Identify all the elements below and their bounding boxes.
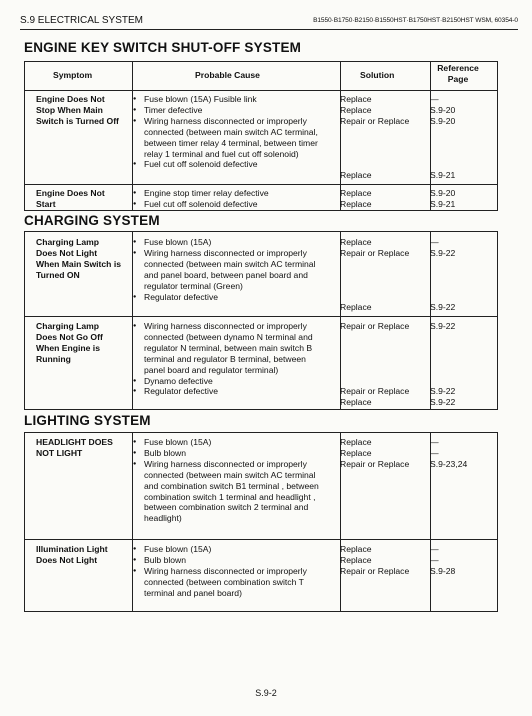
section-title-lighting: LIGHTING SYSTEM: [24, 413, 151, 428]
cause-item: ● Bulb blown: [121, 555, 321, 566]
page-header-left: S.9 ELECTRICAL SYSTEM: [20, 15, 143, 26]
cause-item: ● Fuse blown (15A): [121, 544, 321, 555]
cause-item: ● Engine stop timer relay defective: [121, 188, 331, 199]
table-row: Engine Does Not Stop When Main Switch is Turned Off ● Fuse blown (15A) Fusible link ● Timer defective ● Wiring harness disconnected or improperly connected (between main switch AC terminal, between timer relay 4 terminal, between timer relay 1 terminal and fuel cut off solenoid) ● Fuel cut off solenoid defective Replace Replace Repair or Replace Replace — S.9-20 S.9-20 S.9-21: [25, 91, 497, 184]
header-solution: Solution: [360, 70, 395, 80]
cause-item: ● Regulator defective: [121, 292, 321, 303]
cause-item: ● Wiring harness disconnected or improperly connected (between combination switch T terminal and panel board): [121, 566, 321, 599]
symptom-cell: Engine Does Not Start: [36, 188, 105, 209]
cause-item: ● Wiring harness disconnected or improperly connected (between dynamo N terminal and regulator N terminal, between main switch B terminal and regulator B terminal, between panel board and regulator terminal): [121, 321, 321, 376]
cause-item: ● Bulb blown: [121, 448, 321, 459]
cause-cell: [121, 94, 331, 170]
table-row: Charging Lamp Does Not Go Off When Engine is Running ● Wiring harness disconnected or improperly connected (between dynamo N terminal and regulator N terminal, between main switch B terminal and regulator B terminal, between panel board and regulator terminal) ● Dynamo defective ● Regulator defective Repair or Replace Repair or Replace Replace S.9-22 S.9-22 S.9-22: [25, 316, 497, 410]
table-row: HEADLIGHT DOES NOT LIGHT ● Fuse blown (15A) ● Bulb blown ● Wiring harness disconnected or improperly connected (between main switch AC terminal and combination switch B1 terminal , between combination switch 1 terminal and headlight , between combination switch 2 terminal and headlight) Replace Replace Repair or Replace — — S.9-23,24: [25, 433, 497, 539]
cause-item: ● Regulator defective: [121, 386, 321, 397]
table-row: Engine Does Not Start ● Engine stop timer relay defective ● Fuel cut off solenoid defective Replace Replace S.9-20 S.9-21: [25, 184, 497, 213]
table-header-row: [25, 62, 497, 91]
cause-item: ● Wiring harness disconnected or improperly connected (between main switch AC terminal and combination switch B1 terminal , between combination switch 1 terminal and headlight , between combination switch 2 terminal and headlight): [121, 459, 321, 524]
cause-item: ● Fuel cut off solenoid defective: [121, 159, 331, 170]
cause-cell: [121, 188, 331, 210]
table-charging: [24, 231, 498, 410]
table-row: Illumination Light Does Not Light ● Fuse blown (15A) ● Bulb blown ● Wiring harness disconnected or improperly connected (between combination switch T terminal and panel board) Replace Replace Repair or Replace — — S.9-28: [25, 539, 497, 612]
cause-item: ● Timer defective: [121, 105, 331, 116]
table-engine-key-switch: [24, 61, 498, 211]
symptom-cell: Charging Lamp Does Not Go Off When Engine is Running: [36, 321, 103, 364]
section-title-engine-key-switch: ENGINE KEY SWITCH SHUT-OFF SYSTEM: [24, 40, 302, 55]
cause-cell: [121, 544, 321, 599]
page-header-right: B1550·B1750·B2150·B1550HST·B1750HST·B2150HST WSM, 60354-0: [313, 17, 518, 24]
header-rule: [20, 29, 518, 30]
cause-cell: [121, 437, 321, 524]
header-probable-cause: Probable Cause: [195, 70, 260, 80]
header-symptom: Symptom: [53, 70, 93, 80]
cause-item: ● Fuse blown (15A): [121, 237, 321, 248]
cause-item: ● Dynamo defective: [121, 376, 321, 387]
symptom-cell: Charging Lamp Does Not Light When Main Switch is Turned ON: [36, 237, 121, 280]
header-reference-page: Reference Page: [437, 63, 479, 84]
cause-item: ● Fuse blown (15A) Fusible link: [121, 94, 331, 105]
cause-item: ● Fuel cut off solenoid defective: [121, 199, 331, 210]
page-number: S.9-2: [255, 688, 277, 698]
symptom-cell: Illumination Light Does Not Light: [36, 544, 108, 565]
cause-item: ● Wiring harness disconnected or improperly connected (between main switch AC terminal, between timer relay 4 terminal, between timer relay 1 terminal and fuel cut off solenoid): [121, 116, 331, 160]
cause-item: ● Fuse blown (15A): [121, 437, 321, 448]
cause-cell: [121, 321, 321, 397]
table-row: Charging Lamp Does Not Light When Main Switch is Turned ON ● Fuse blown (15A) ● Wiring harness disconnected or improperly connected (between main switch AC terminal and panel board, between panel board and regulator terminal (Green) ● Regulator defective Replace Repair or Replace Replace — S.9-22 S.9-22: [25, 232, 497, 316]
cause-item: ● Wiring harness disconnected or improperly connected (between main switch AC terminal and panel board, between panel board and regulator terminal (Green): [121, 248, 321, 292]
section-title-charging: CHARGING SYSTEM: [24, 213, 160, 228]
symptom-cell: Engine Does Not Stop When Main Switch is Turned Off: [36, 94, 119, 126]
symptom-cell: HEADLIGHT DOES NOT LIGHT: [36, 437, 113, 458]
table-lighting: [24, 432, 498, 612]
cause-cell: [121, 237, 321, 302]
